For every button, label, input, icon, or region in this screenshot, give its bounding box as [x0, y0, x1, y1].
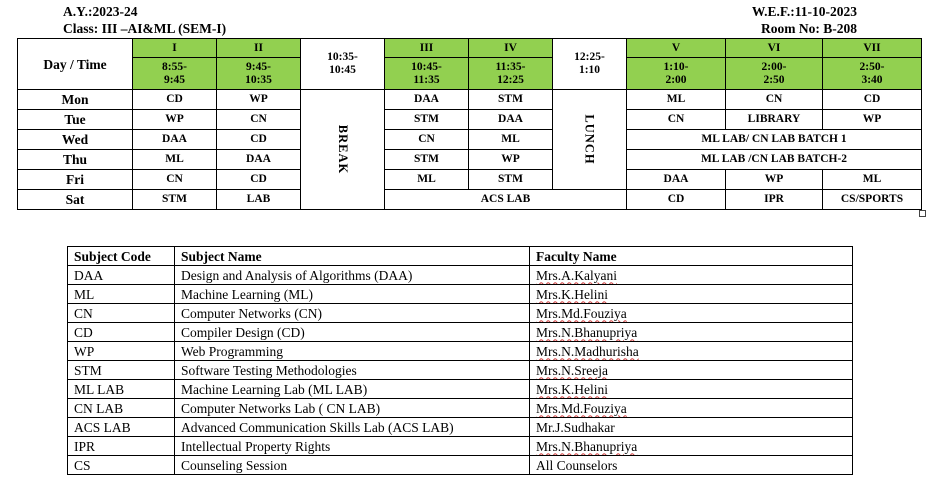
faculty-name [530, 399, 853, 418]
faculty-name [530, 380, 853, 399]
period-7-time: 2:50- 3:40 [823, 58, 922, 90]
subject-code: STM [68, 361, 175, 380]
cell: STM [133, 190, 217, 210]
subject-code: WP [68, 342, 175, 361]
period-2-number: II [217, 39, 301, 58]
cell: DAA [385, 90, 469, 110]
faculty-name-text: Mrs.Md.Fouziya [536, 305, 627, 321]
period-7-number: VII [823, 39, 922, 58]
row-mon [18, 90, 922, 110]
subject-code: ML [68, 285, 175, 304]
subject-code: CD [68, 323, 175, 342]
cell: STM [385, 110, 469, 130]
cell: WP [726, 170, 823, 190]
subject-code: CS [68, 456, 175, 475]
cell: STM [469, 170, 553, 190]
period-1-time: 8:55- 9:45 [133, 58, 217, 90]
subject-name: Machine Learning (ML) [175, 285, 530, 304]
cell: WP [217, 90, 301, 110]
cell: WP [133, 110, 217, 130]
subject-row [68, 285, 853, 304]
cell: CD [217, 130, 301, 150]
lunch-label: LUNCH [583, 114, 597, 165]
cell: CD [217, 170, 301, 190]
subject-row [68, 418, 853, 437]
period-5-time: 1:10- 2:00 [627, 58, 726, 90]
cell: ML [133, 150, 217, 170]
cell: CN [133, 170, 217, 190]
subject-name: Design and Analysis of Algorithms (DAA) [175, 266, 530, 285]
faculty-name-text: Mrs.A.Kalyani [536, 267, 617, 283]
cell: CD [133, 90, 217, 110]
faculty-name [530, 266, 853, 285]
subject-row [68, 266, 853, 285]
faculty-name-text: Mrs.N.Sreeja [536, 362, 608, 378]
lunch-column [553, 90, 627, 190]
row-fri [18, 170, 922, 190]
period-3-time: 10:45- 11:35 [385, 58, 469, 90]
afternoon-lab-cell: ML LAB/ CN LAB BATCH 1 [627, 130, 922, 150]
academic-year: A.Y.:2023-24 [63, 4, 138, 19]
cell: LAB [217, 190, 301, 210]
subject-name: Compiler Design (CD) [175, 323, 530, 342]
subject-row [68, 323, 853, 342]
cell: ML [469, 130, 553, 150]
cell: CN [385, 130, 469, 150]
period-6-time: 2:00- 2:50 [726, 58, 823, 90]
cell: STM [385, 150, 469, 170]
faculty-name [530, 361, 853, 380]
cell: CD [823, 90, 922, 110]
faculty-name [530, 323, 853, 342]
subject-code: ACS LAB [68, 418, 175, 437]
subject-code: DAA [68, 266, 175, 285]
row-thu [18, 150, 922, 170]
break-time: 10:35- 10:45 [301, 39, 385, 90]
period-1-number: I [133, 39, 217, 58]
period-2-time: 9:45- 10:35 [217, 58, 301, 90]
subject-row [68, 456, 853, 475]
subject-row [68, 304, 853, 323]
row-sat [18, 190, 922, 210]
break-label: BREAK [335, 124, 350, 175]
faculty-name-text: Mrs.N.Bhanupriya [536, 324, 638, 340]
period-4-number: IV [469, 39, 553, 58]
subject-name: Machine Learning Lab (ML LAB) [175, 380, 530, 399]
subject-name: Software Testing Methodologies [175, 361, 530, 380]
faculty-name-text: Mrs.N.Bhanupriya [536, 438, 638, 454]
subject-code: ML LAB [68, 380, 175, 399]
subject-row [68, 437, 853, 456]
day-name: Mon [18, 90, 133, 110]
subject-name: Web Programming [175, 342, 530, 361]
row-tue [18, 110, 922, 130]
break-column [301, 90, 385, 210]
faculty-name-text: Mrs.Md.Fouziya [536, 400, 627, 416]
cell: IPR [726, 190, 823, 210]
faculty-name-text: Mrs.K.Helini [536, 286, 608, 302]
period-5-number: V [627, 39, 726, 58]
cell: STM [469, 90, 553, 110]
table-resize-handle[interactable] [919, 210, 926, 217]
subject-name-header: Subject Name [175, 247, 530, 266]
wef-date: W.E.F.:11-10-2023 [751, 4, 857, 19]
subject-table [67, 246, 853, 475]
subject-code-header: Subject Code [68, 247, 175, 266]
day-name: Thu [18, 150, 133, 170]
faculty-name [530, 304, 853, 323]
day-name: Fri [18, 170, 133, 190]
faculty-name [530, 456, 853, 475]
subject-row [68, 380, 853, 399]
faculty-name-text: All Counselors [536, 457, 618, 473]
timetable [17, 38, 922, 210]
cell: LIBRARY [726, 110, 823, 130]
faculty-name-text: Mrs.K.Helini [536, 381, 608, 397]
subject-code: IPR [68, 437, 175, 456]
cell: ML [385, 170, 469, 190]
afternoon-lab-cell: ML LAB /CN LAB BATCH-2 [627, 150, 922, 170]
cell: WP [823, 110, 922, 130]
day-time-header: Day / Time [18, 39, 133, 90]
faculty-name [530, 418, 853, 437]
period-4-time: 11:35- 12:25 [469, 58, 553, 90]
cell: ML [823, 170, 922, 190]
cell: CN [217, 110, 301, 130]
cell: CD [627, 190, 726, 210]
day-name: Wed [18, 130, 133, 150]
cell: DAA [469, 110, 553, 130]
subject-name: Computer Networks Lab ( CN LAB) [175, 399, 530, 418]
subject-code: CN LAB [68, 399, 175, 418]
period-6-number: VI [726, 39, 823, 58]
faculty-name [530, 342, 853, 361]
subject-name: Counseling Session [175, 456, 530, 475]
class-label: Class: III –AI&ML (SEM-I) [63, 21, 227, 36]
cell: WP [469, 150, 553, 170]
cell: ML [627, 90, 726, 110]
cell: DAA [217, 150, 301, 170]
acs-lab-cell: ACS LAB [385, 190, 627, 210]
lunch-time: 12:25- 1:10 [553, 39, 627, 90]
cell: DAA [627, 170, 726, 190]
faculty-name-text: Mrs.N.Madhurisha [536, 343, 639, 359]
cell: CN [627, 110, 726, 130]
faculty-name [530, 285, 853, 304]
day-name: Sat [18, 190, 133, 210]
faculty-name-text: Mr.J.Sudhakar [536, 419, 615, 435]
subject-name: Advanced Communication Skills Lab (ACS LAB) [175, 418, 530, 437]
day-name: Tue [18, 110, 133, 130]
period-3-number: III [385, 39, 469, 58]
cell: DAA [133, 130, 217, 150]
cell: CN [726, 90, 823, 110]
cell: CS/SPORTS [823, 190, 922, 210]
row-wed [18, 130, 922, 150]
subject-name: Computer Networks (CN) [175, 304, 530, 323]
subject-name: Intellectual Property Rights [175, 437, 530, 456]
subject-row [68, 342, 853, 361]
subject-row [68, 361, 853, 380]
subject-row [68, 399, 853, 418]
subject-code: CN [68, 304, 175, 323]
room-number: Room No: B-208 [761, 21, 857, 36]
faculty-name-header: Faculty Name [530, 247, 853, 266]
faculty-name [530, 437, 853, 456]
